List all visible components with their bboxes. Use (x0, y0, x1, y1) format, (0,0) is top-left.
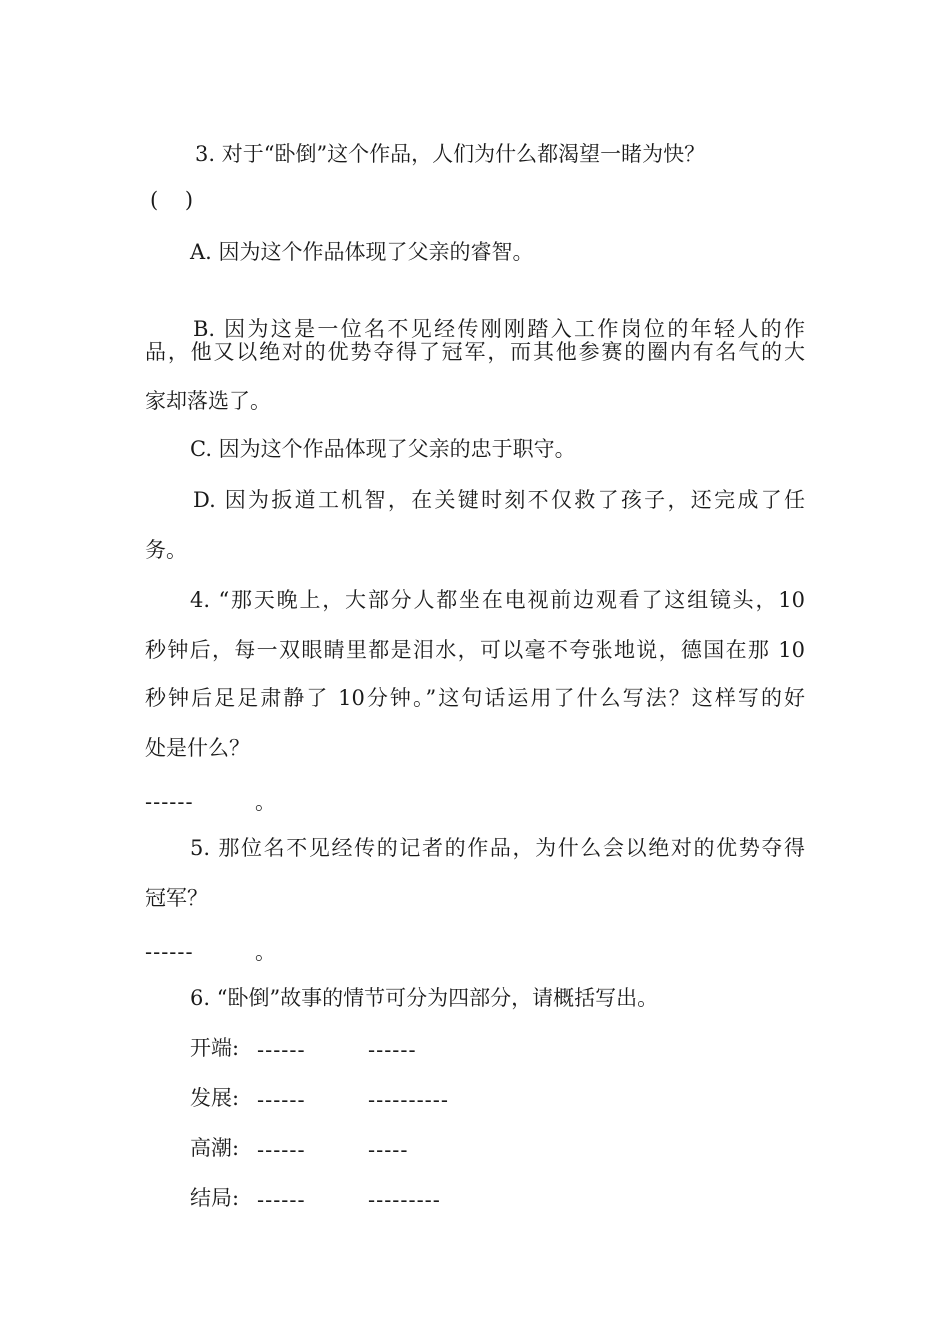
plot-row-label: 高潮: (190, 1136, 240, 1160)
q5-line1: 5. 那位名不见经传的记者的作品，为什么会以绝对的优势夺得 (190, 836, 805, 860)
plot-row-blank: ------ (257, 1138, 306, 1162)
q5-answer-period: 。 (255, 940, 276, 964)
q4-line3: 秒钟后足足肃静了 10分钟。”这句话运用了什么写法？这样写的好 (145, 686, 805, 710)
plot-row-label: 发展: (190, 1086, 240, 1110)
q3-answer-bracket: ( ) (150, 188, 194, 212)
plot-row-blank: ----- (368, 1138, 409, 1162)
q3-option-b-line3: 家却落选了。 (145, 389, 271, 413)
q5-answer-blank: ------ (145, 940, 194, 964)
q5-line2: 冠军？ (145, 886, 208, 910)
plot-row-label: 结局: (190, 1186, 240, 1210)
q3-option-c: C. 因为这个作品体现了父亲的忠于职守。 (190, 437, 576, 461)
plot-row-blank: ------ (257, 1088, 306, 1112)
q6-stem: 6. “卧倒”故事的情节可分为四部分，请概括写出。 (190, 986, 659, 1010)
q3-stem: 3. 对于“卧倒”这个作品，人们为什么都渴望一睹为快？ (195, 142, 706, 166)
plot-row-label: 开端: (190, 1036, 240, 1060)
q4-answer-period: 。 (255, 790, 276, 814)
q3-option-b-line1: B. 因为这是一位名不见经传刚刚踏入工作岗位的年轻人的作 (193, 317, 805, 341)
q4-line1: 4. “那天晚上，大部分人都坐在电视前边观看了这组镜头，10 (190, 588, 805, 612)
plot-row-blank: ------ (257, 1188, 306, 1212)
plot-row-blank: ---------- (368, 1088, 449, 1112)
q4-line2: 秒钟后，每一双眼睛里都是泪水，可以毫不夸张地说，德国在那 10 (145, 638, 805, 662)
plot-row-blank: ------ (257, 1038, 306, 1062)
plot-row-blank: --------- (368, 1188, 441, 1212)
q4-answer-blank: ------ (145, 790, 194, 814)
q3-option-a: A. 因为这个作品体现了父亲的睿智。 (190, 240, 534, 264)
q4-line4: 处是什么？ (145, 736, 250, 760)
plot-row-blank: ------ (368, 1038, 417, 1062)
q3-option-b-line2: 品，他又以绝对的优势夺得了冠军，而其他参赛的圈内有名气的大 (145, 340, 805, 364)
q3-option-d-line2: 务。 (145, 538, 187, 562)
q3-option-d-line1: D. 因为扳道工机智，在关键时刻不仅救了孩子，还完成了任 (193, 488, 805, 512)
